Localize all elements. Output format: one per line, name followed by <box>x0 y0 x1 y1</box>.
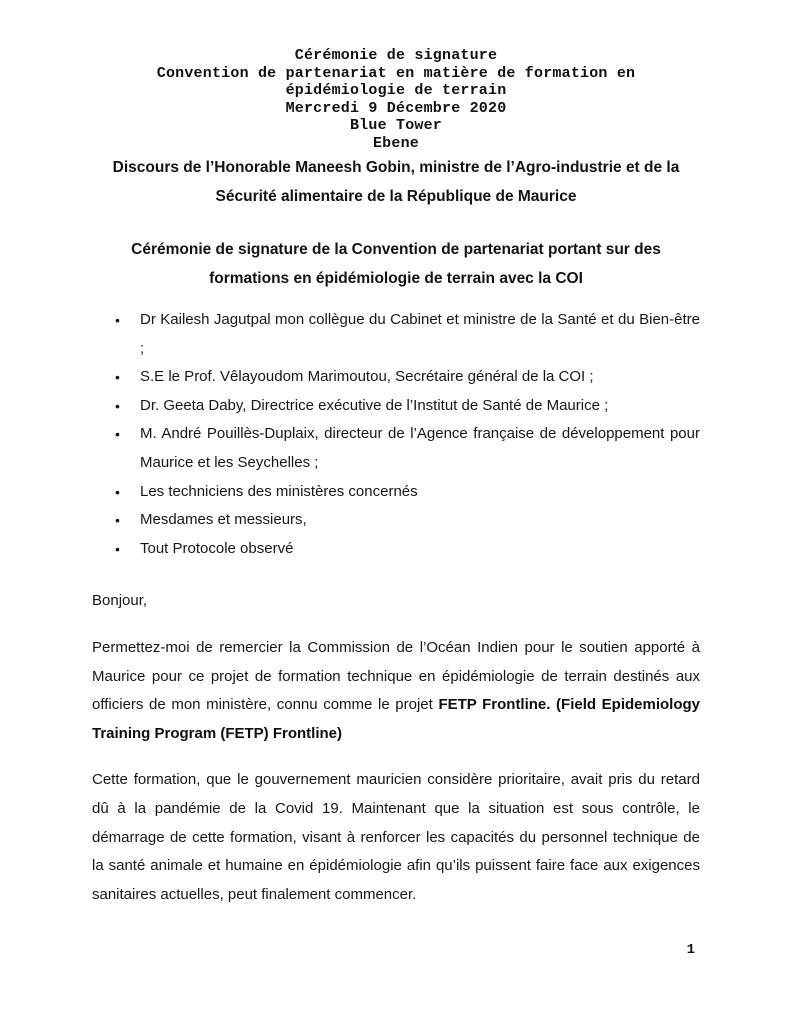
title-line-venue: Blue Tower <box>349 117 442 134</box>
title-line: épidémiologie de terrain <box>285 82 507 99</box>
document-content <box>92 47 700 909</box>
event-heading: Cérémonie de signature de la Convention de partenariat portant sur des formations en épidémiologie de terrain avec la COI <box>131 241 661 287</box>
bullet-icon: • <box>115 312 120 328</box>
salutation-text: Tout Protocole observé <box>140 539 294 557</box>
bullet-icon: • <box>115 540 120 557</box>
list-item <box>92 420 700 477</box>
title-line: Cérémonie de signature <box>294 47 498 64</box>
salutation-text: Mesdames et messieurs, <box>140 511 307 529</box>
salutation-text: Les techniciens des ministères concernés <box>140 482 418 500</box>
paragraph-text: Permettez-moi de remercier la Commission de l’Océan Indien pour le soutien apporté à Maurice pour ce projet de formation technique en épidémiologie de terrain destinés aux officiers de mon ministère, connu comme le projet <box>92 638 700 714</box>
title-line-city: Ebene <box>372 134 419 152</box>
page-number: 1 <box>686 942 695 958</box>
list-item <box>92 306 700 363</box>
bullet-icon: • <box>115 426 120 443</box>
salutation-text: Dr Kailesh Jagutpal mon collègue du Cabinet et ministre de la Santé et du Bien-être ; <box>140 311 700 357</box>
salutation-list <box>92 306 700 563</box>
title-block <box>92 47 700 152</box>
paragraph-bold-text: FETP Frontline. (Field Epidemiology Training Program (FETP) Frontline) <box>92 696 701 742</box>
salutation-text: Dr. Geeta Daby, Directrice exécutive de l’Institut de Santé de Maurice ; <box>140 396 609 414</box>
title-line: Convention de partenariat en matière de formation en <box>156 64 636 82</box>
title-line-date: Mercredi 9 Décembre 2020 <box>285 99 507 117</box>
bullet-icon: • <box>115 369 120 386</box>
list-item <box>92 478 700 507</box>
list-item <box>92 363 700 392</box>
salutation-text: M. André Pouillès-Duplaix, directeur de l’Agence française de développement pour Maurice et les Seychelles ; <box>140 425 700 471</box>
greeting-text: Bonjour, <box>92 592 148 610</box>
list-item <box>92 392 700 421</box>
paragraph-training: Cette formation, que le gouvernement mauricien considère prioritaire, avait pris du retard dû à la pandémie de la Covid 19. Maintenant que la situation est sous contrôle, le démarrage de cette formation, visant à renforcer les capacités du personnel technique de la santé animale et humaine en épidémiologie afin qu’ils puissent faire face aux exigences sanitaires actuelles, peut finalement commencer. <box>92 771 700 903</box>
bullet-icon: • <box>115 512 120 529</box>
salutation-text: S.E le Prof. Vêlayoudom Marimoutou, Secrétaire général de la COI ; <box>140 368 594 386</box>
list-item <box>92 535 700 564</box>
bullet-icon: • <box>115 483 120 500</box>
bullet-icon: • <box>115 397 120 414</box>
speaker-heading: Discours de l’Honorable Maneesh Gobin, ministre de l’Agro-industrie et de la Sécurité alimentaire de la République de Maurice <box>112 159 680 205</box>
paragraph-thanks <box>92 634 700 748</box>
list-item <box>92 506 700 535</box>
